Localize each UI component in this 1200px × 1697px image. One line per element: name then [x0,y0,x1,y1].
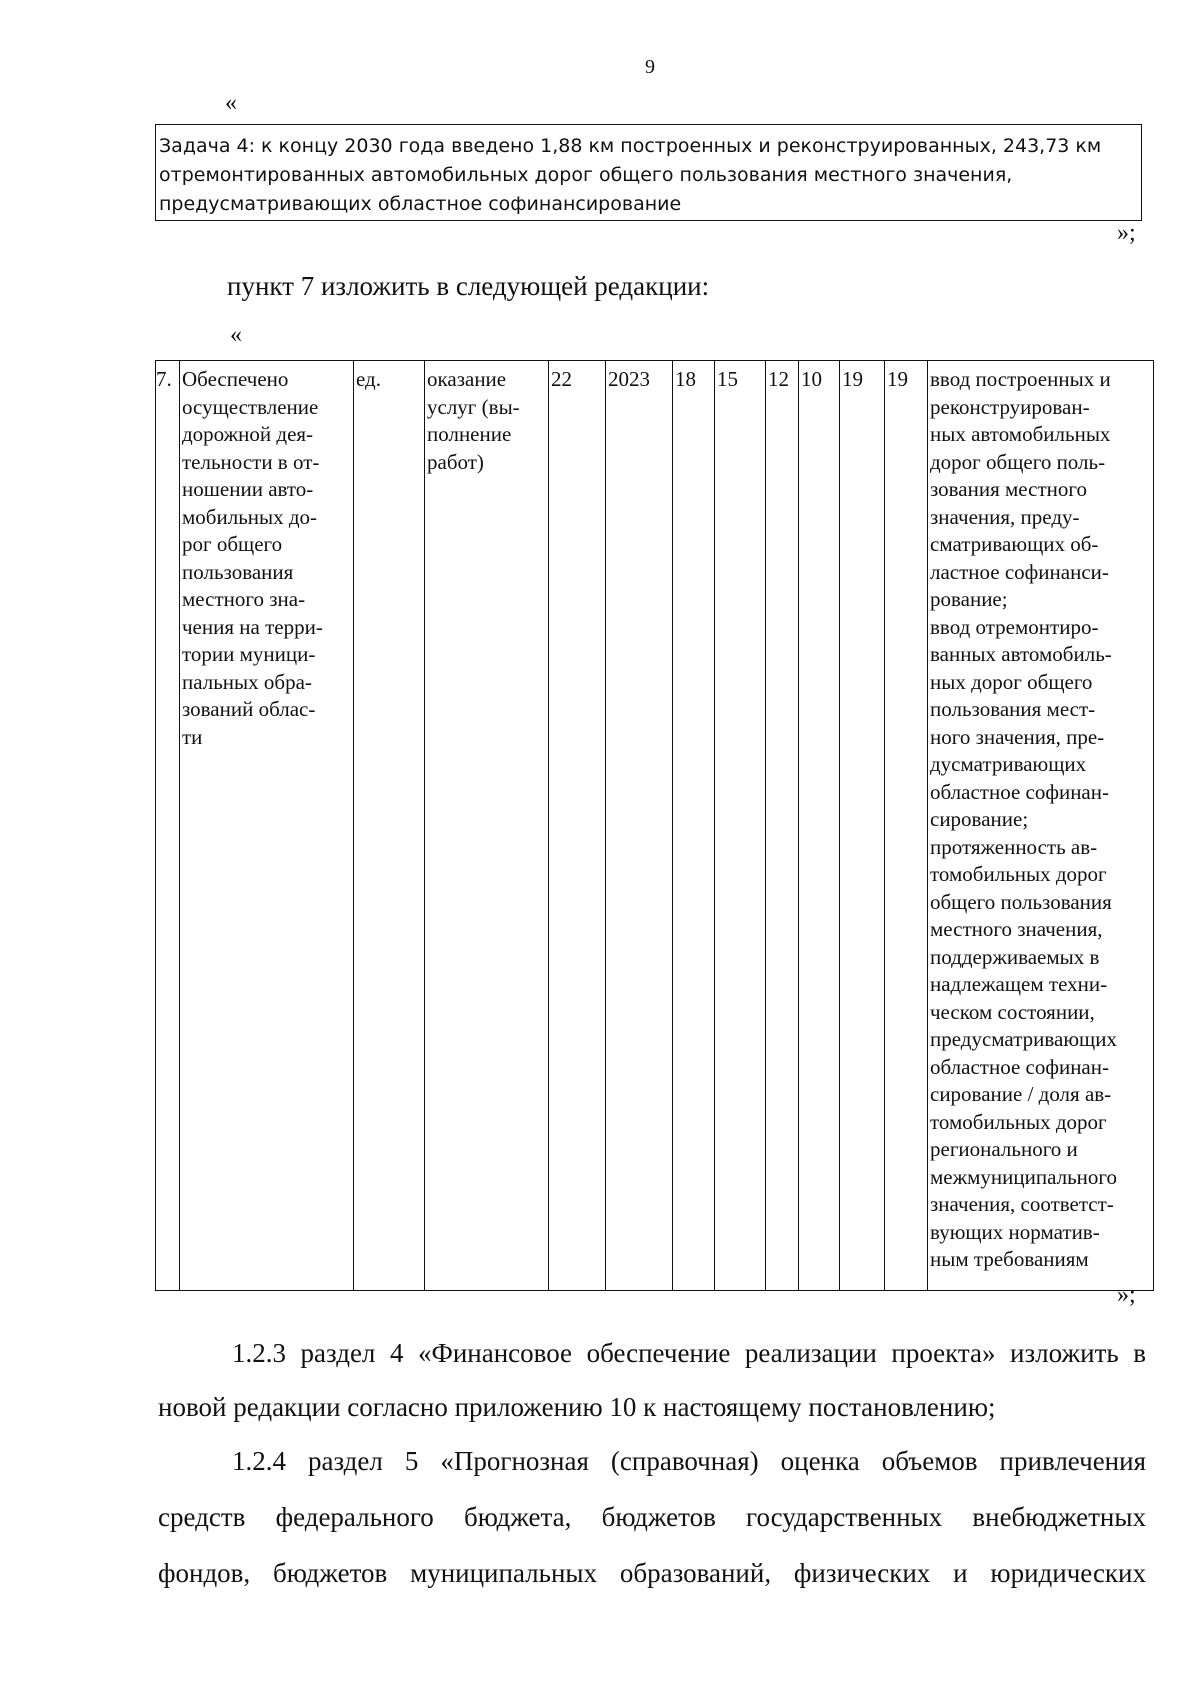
task-text: Задача 4: к концу 2030 года введено 1,88 км построенных и реконструированных, 243,73 км отремонтированных автомобильных дорог общего пользования местного значения, предусматривающих областное софинансирование [159,135,1102,215]
indicator-type: оказание услуг (вы- полнение работ) [427,367,520,474]
indicator-table [155,360,1154,1291]
intro-text: пункт 7 изложить в следующей редакции: [227,271,710,301]
paragraph-line: фондов, бюджетов муниципальных образований, физических и юридических [158,1558,1146,1588]
base-value-cell [549,361,606,1291]
value-cell [715,361,766,1291]
value: 15 [717,367,738,391]
value: 19 [887,367,908,391]
unit-cell [354,361,425,1291]
task-box [155,124,1142,221]
base-year-cell [606,361,673,1291]
value-cell [766,361,799,1291]
table-row [156,361,1154,1291]
unit: ед. [356,367,381,391]
closing-quote: »; [1117,1282,1136,1308]
indicator-name-cell [180,361,354,1291]
value: 10 [801,367,822,391]
opening-quote: « [225,90,237,116]
closing-quote: »; [1117,220,1136,246]
paragraph-line: 1.2.3 раздел 4 «Финансовое обеспечение реализации проекта» изложить в [232,1338,1146,1368]
description-cell [928,361,1154,1291]
value: 19 [842,367,863,391]
value-cell [840,361,885,1291]
page-number: 9 [645,56,655,78]
base-year: 2023 [608,367,650,391]
opening-quote: « [230,322,242,348]
base-value: 22 [551,367,572,391]
paragraph-line: 1.2.4 раздел 5 «Прогнозная (справочная) оценка объемов привлечения [232,1446,1146,1476]
type-cell [425,361,549,1291]
value-cell [885,361,928,1291]
paragraph-line: средств федерального бюджета, бюджетов государственных внебюджетных [158,1502,1146,1532]
value: 12 [768,367,789,391]
indicator-description: ввод построенных и реконструирован- ных автомобильных дорог общего поль- зования местного значения, преду- сматривающих об- ластное софинанси- рование; ввод отремонтиро- ванных автомобиль- ных дорог общего пользования мест- ного значения, пре- дусматривающих областное софинан- сирование; протяженность ав- томобильных дорог общего пользования местного значения, поддерживаемых в надлежащем техни- ческом состоянии, предусматривающих областное софинан- сирование / доля ав- томобильных дорог регионального и межмуниципального значения, соответст- вующих норматив- ным требованиям [930,367,1117,1271]
indicator-name: Обеспечено осуществление дорожной дея- тельности в от- ношении авто- мобильных до- рог общего пользования местного зна- чения на терри- тории муници- пальных обра- зований облас- ти [182,367,323,749]
value: 18 [675,367,696,391]
value-cell [799,361,840,1291]
row-number-cell [156,361,180,1291]
value-cell [673,361,715,1291]
row-number: 7. [156,367,172,391]
paragraph-line: новой редакции согласно приложению 10 к настоящему постановлению; [158,1392,996,1422]
